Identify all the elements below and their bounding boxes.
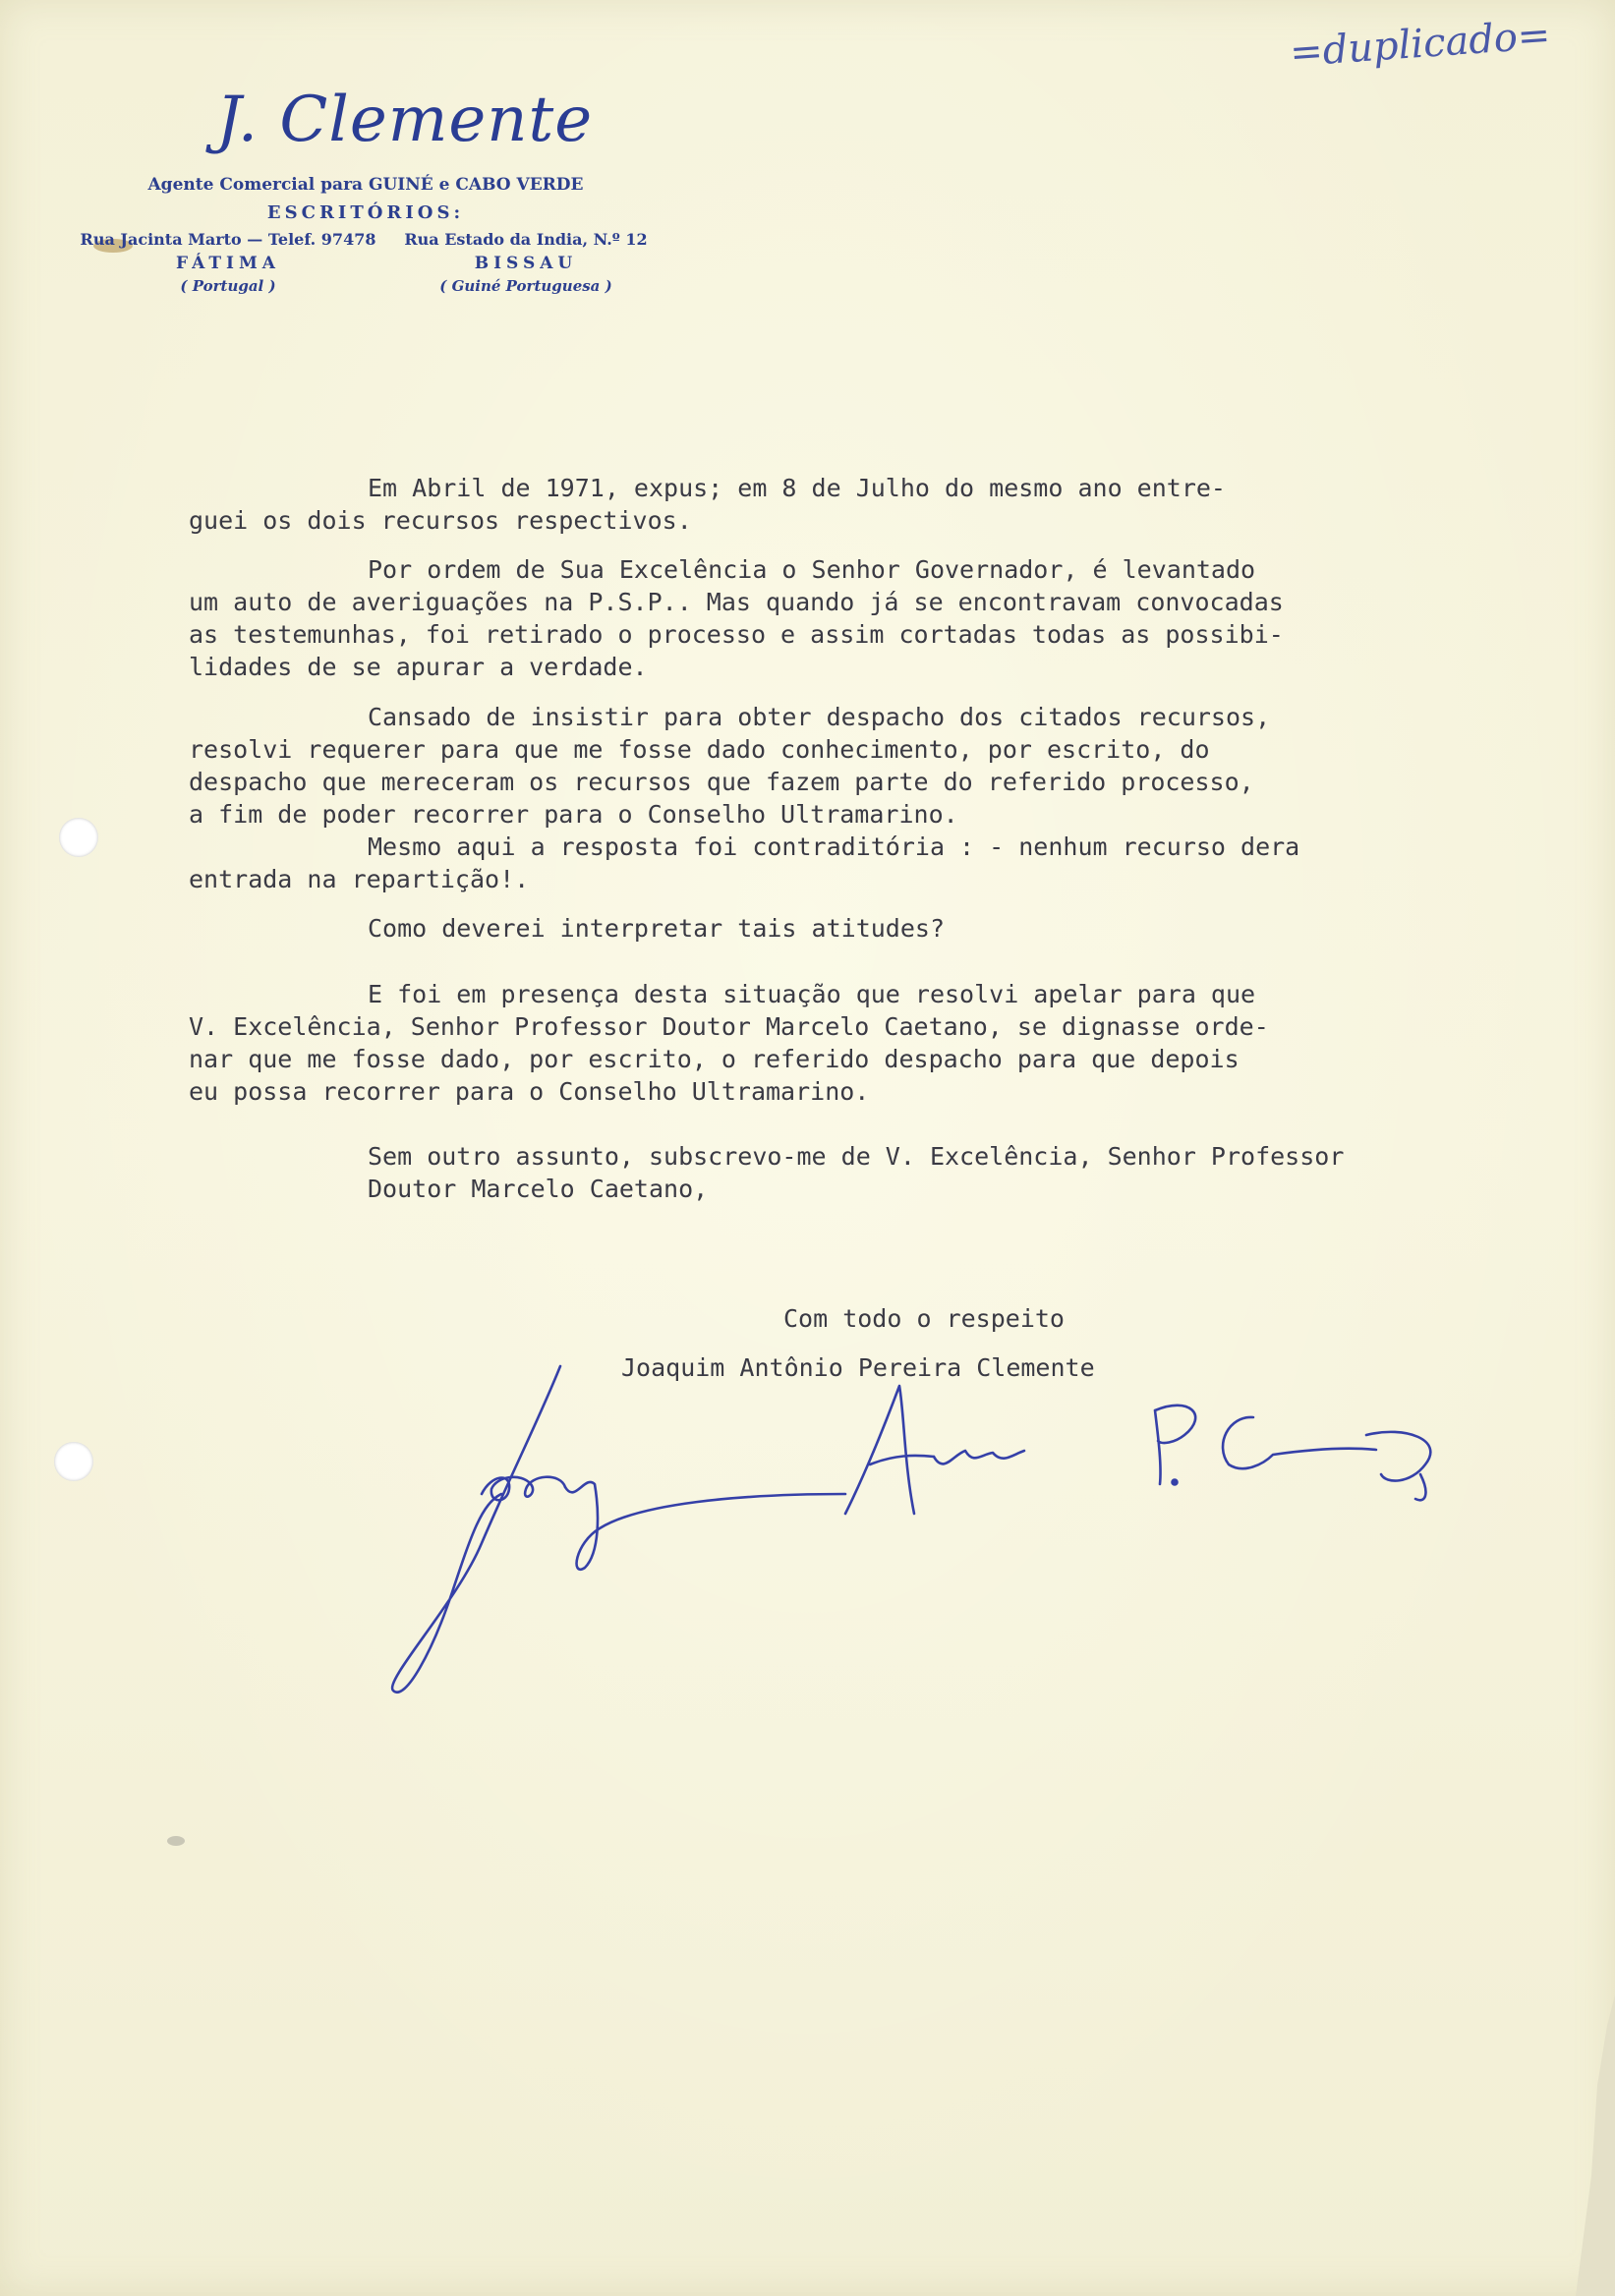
body-line: Como deverei interpretar tais atitudes?: [368, 914, 945, 943]
bissau-country: ( Guiné Portuguesa ): [439, 277, 612, 295]
body-line: resolvi requerer para que me fosse dado conhecimento, por escrito, do: [189, 735, 1210, 764]
body-line: Sem outro assunto, subscrevo-me de V. Excelência, Senhor Professor: [368, 1142, 1345, 1171]
fatima-city: FÁTIMA: [176, 254, 280, 273]
letterhead-subtitle: Agente Comercial para GUINÉ e CABO VERDE: [147, 175, 584, 195]
body-line: E foi em presença desta situação que resolvi apelar para que: [368, 980, 1256, 1008]
body-line: Doutor Marcelo Caetano,: [368, 1175, 709, 1203]
body-line: V. Excelência, Senhor Professor Doutor Marcelo Caetano, se dignasse orde-: [189, 1012, 1269, 1041]
duplicado-annotation: =duplicado=: [1288, 12, 1552, 77]
body-line: entrada na repartição!.: [189, 865, 530, 893]
body-line: nar que me fosse dado, por escrito, o referido despacho para que depois: [189, 1045, 1240, 1073]
closing-line: Com todo o respeito: [783, 1304, 1065, 1333]
punch-hole: [54, 1442, 93, 1481]
body-line: Em Abril de 1971, expus; em 8 de Julho do mesmo ano entre-: [368, 474, 1226, 502]
body-line: despacho que mereceram os recursos que fazem parte do referido processo,: [189, 768, 1254, 796]
body-line: Por ordem de Sua Excelência o Senhor Governador, é levantado: [368, 555, 1256, 584]
handwritten-signature: [364, 1356, 1504, 1710]
fatima-address: Rua Jacinta Marto — Telef. 97478: [80, 230, 376, 249]
punch-hole: [59, 818, 98, 857]
torn-edge: [1576, 1995, 1615, 2296]
body-line: eu possa recorrer para o Conselho Ultramarino.: [189, 1077, 870, 1106]
sender-name: Joaquim Antônio Pereira Clemente: [621, 1353, 1095, 1382]
offices-label: ESCRITÓRIOS:: [266, 202, 465, 223]
fatima-country: ( Portugal ): [180, 277, 276, 295]
stain: [167, 1836, 185, 1846]
brand-logo: J. Clemente: [216, 84, 594, 156]
body-line: a fim de poder recorrer para o Conselho Ultramarino.: [189, 800, 958, 829]
body-line: Mesmo aqui a resposta foi contraditória : - nenhum recurso dera: [368, 832, 1300, 861]
body-line: as testemunhas, foi retirado o processo e assim cortadas todas as possibi-: [189, 620, 1284, 649]
body-line: lidades de se apurar a verdade.: [189, 653, 648, 681]
bissau-address: Rua Estado da India, N.º 12: [404, 230, 648, 249]
bissau-city: BISSAU: [474, 254, 578, 273]
body-line: Cansado de insistir para obter despacho dos citados recursos,: [368, 703, 1271, 731]
body-line: um auto de averiguações na P.S.P.. Mas quando já se encontravam convocadas: [189, 588, 1284, 616]
body-line: guei os dois recursos respectivos.: [189, 506, 692, 535]
